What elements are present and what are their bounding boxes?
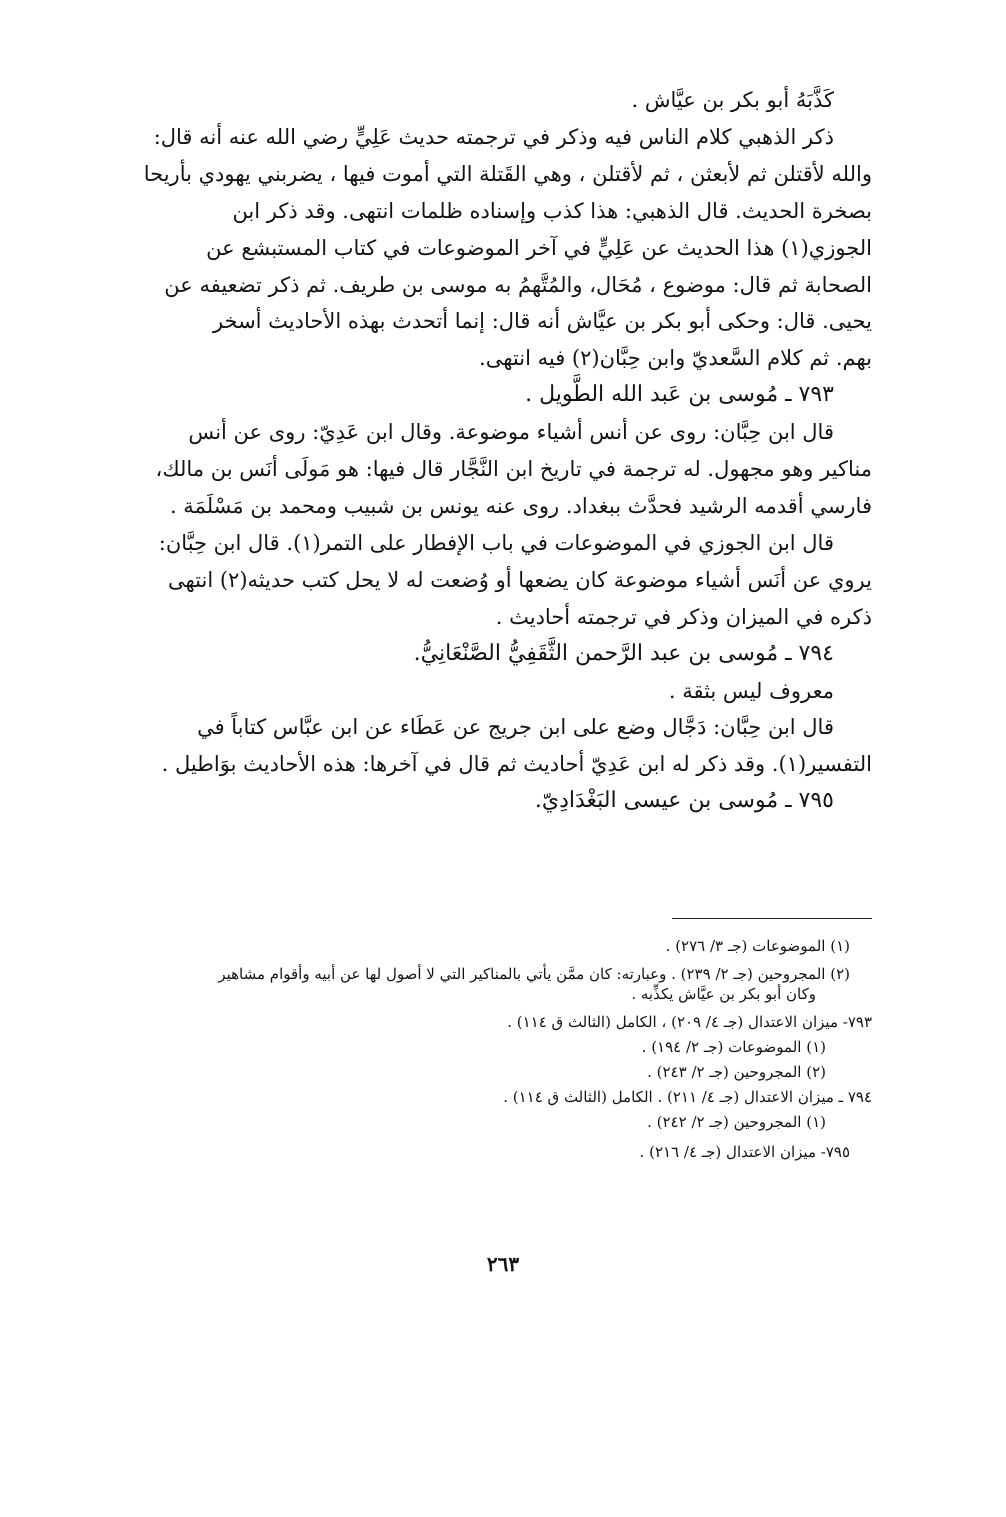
text-line: قال ابن حِبَّان: روى عن أنس أشياء موضوعة. وقال ابن عَدِيّ: روى عن أنس (188, 420, 834, 445)
text-line: يروي عن أنَس أشياء موضوعة كان يضعها أو وُضعت له لا يحل كتب حديثه(٢) انتهى (167, 567, 872, 592)
entry-heading-794: ٧٩٤ ـ مُوسى بن عبد الرَّحمن الثَّقَفِيُّ الصَّنْعَانِيُّ. (413, 640, 834, 666)
text-line: ذكر الذهبي كلام الناس فيه وذكر في ترجمته حديث عَلِيٍّ رضي الله عنه أنه قال: (153, 124, 834, 149)
text-line: قال ابن حِبَّان: دَجَّال وضع على ابن جريج عن عَطَاء عن ابن عبَّاس كتاباً في (197, 715, 834, 740)
footnote-line: (١) المجروحين (جـ ٢/ ٢٤٢) . (647, 1113, 826, 1131)
footnote-line: وكان أبو بكر بن عيَّاش يكذِّبه . (631, 985, 816, 1003)
text-line: يحيى. قال: وحكى أبو بكر بن عيَّاش أنه قال: إنما أتحدث بهذه الأحاديث أسخر (212, 309, 872, 334)
text-line: الصحابة ثم قال: موضوع ، مُحَال، والمُتَّهمُ به موسى بن طريف. ثم ذكر تضعيفه عن (164, 272, 872, 297)
text-line: مناكير وهو مجهول. له ترجمة في تاريخ ابن النَّجَّار قال فيها: هو مَولَى أنَس بن مالك، (155, 457, 872, 482)
footnotes (138, 934, 872, 1165)
text-line: ذكره في الميزان وذكر في ترجمته أحاديث . (495, 604, 872, 629)
footnote-divider (672, 918, 872, 919)
entry-heading-795: ٧٩٥ ـ مُوسى بن عيسى البَغْدَادِيّ. (534, 788, 834, 814)
footnote-line: (١) الموضوعات (جـ ٣/ ٢٧٦) . (665, 937, 850, 955)
text-line: فارسي أقدمه الرشيد فحدَّث ببغداد. روى عنه يونس بن شبيب ومحمد بن مَسْلَمَة . (169, 493, 872, 518)
footnote-line: ٧٩٣- ميزان الاعتدال (جـ ٤/ ٢٠٩) ، الكامل (الثالث ق ١١٤) . (507, 1013, 872, 1031)
footnote-line: (٢) المجروحين (جـ ٢/ ٢٤٣) . (647, 1063, 826, 1081)
text-line: بهم. ثم كلام السَّعديّ وابن حِبَّان(٢) فيه انتهى. (479, 346, 872, 371)
page-number: ٢٦٣ (486, 1252, 520, 1276)
text-line: التفسير(١). وقد ذكر له ابن عَدِيّ أحاديث ثم قال في آخرها: هذه الأحاديث بوَاطيل . (161, 752, 872, 777)
footnote-line: ٧٩٤ ـ ميزان الاعتدال (جـ ٤/ ٢١١) . الكامل (الثالث ق ١١٤) . (503, 1088, 872, 1106)
text-line: والله لأقتلن ثم لأبعثن ، ثم لأقتلن ، وهي القَتلة التي أموت فيها ، يضربني يهودي بأريحا (143, 161, 872, 186)
entry-heading-793: ٧٩٣ ـ مُوسى بن عَبد الله الطَّويل . (525, 382, 834, 408)
text-line: كَذَّبَهُ أبو بكر بن عيَّاش . (631, 88, 834, 112)
text-line: قال ابن الجوزي في الموضوعات في باب الإفطار على التمر(١). قال ابن حِبَّان: (158, 530, 834, 555)
text-line: بصخرة الحديث. قال الذهبي: هذا كذب وإسناده ظلمات انتهى. وقد ذكر ابن (232, 198, 872, 223)
text-line: معروف ليس بثقة . (668, 678, 834, 703)
text-line: الجوزي(١) هذا الحديث عن عَلِيٍّ في آخر الموضوعات في كتاب المستبشع عن (206, 235, 872, 260)
footnote-line: (٢) المجروحين (جـ ٢/ ٢٣٩) . وعبارته: كان ممَّن يأتي بالمناكير التي لا أصول لها عن أبيه وأقوام مشاهير (218, 965, 850, 983)
main-text (130, 82, 872, 820)
footnote-line: (١) الموضوعات (جـ ٢/ ١٩٤) . (641, 1038, 826, 1056)
footnote-line: ٧٩٥- ميزان الاعتدال (جـ ٤/ ٢١٦) . (639, 1143, 850, 1161)
